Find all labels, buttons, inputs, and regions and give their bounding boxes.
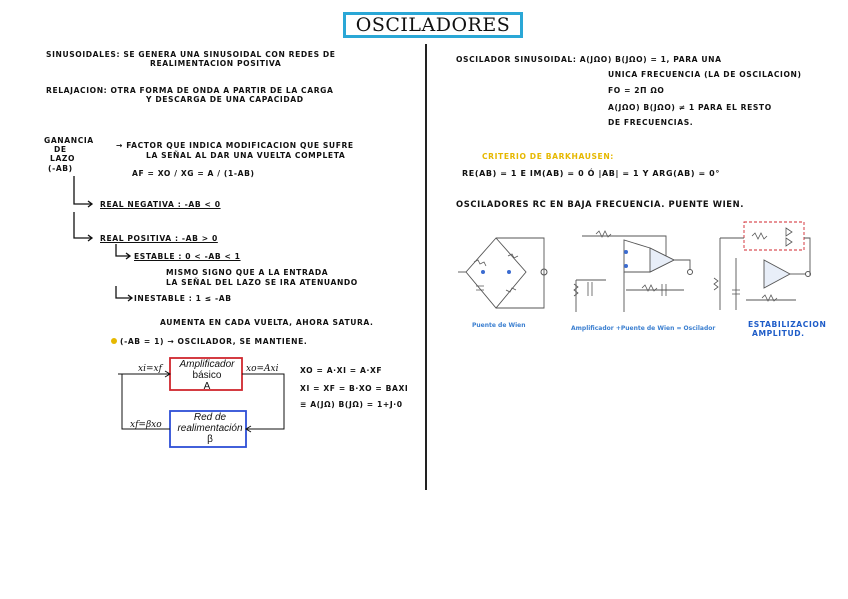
oscilador-line: (-AΒ = 1) → OSCILADOR, SE MANTIENE. bbox=[120, 337, 308, 346]
real-positiva: REAL POSITIVA : -AΒ > 0 bbox=[100, 234, 218, 243]
factor-line2: LA SEÑAL AL DAR UNA VUELTA COMPLETA bbox=[146, 151, 346, 160]
osc-rc-heading: OSCILADORES RC EN BAJA FRECUENCIA. PUENTE WIEN. bbox=[456, 199, 745, 209]
block-a-line3: A bbox=[203, 381, 211, 392]
caption-estabilizacion2: AMPLITUD. bbox=[752, 329, 805, 338]
block-a-line2: básico bbox=[192, 370, 222, 381]
inestable-note: AUMENTA EN CADA VUELTA, AHORA SATURA. bbox=[160, 318, 374, 327]
osc-sin-line4: A(JΩO) Β(JΩO) ≠ 1 PARA EL RESTO bbox=[608, 103, 772, 112]
column-divider bbox=[425, 44, 427, 490]
ganancia-label1: GANANCIA bbox=[44, 136, 94, 145]
ganancia-label4: (-AΒ) bbox=[48, 164, 73, 173]
estable-note1: MISMO SIGNO QUE A LA ENTRADA bbox=[166, 268, 329, 277]
eq-line3: ≡ A(JΩ) Β(JΩ) = 1+J·0 bbox=[300, 400, 403, 409]
estable: ESTABLE : 0 < -AΒ < 1 bbox=[134, 252, 241, 261]
sinusoidales-line2: REALIMENTACION POSITIVA bbox=[150, 59, 282, 68]
osc-sin-line5: DE FRECUENCIAS. bbox=[608, 118, 694, 127]
relajacion-line1: RELAJACION: OTRA FORMA DE ONDA A PARTIR DE LA CARGA bbox=[46, 86, 334, 95]
xf-label: xf=βxo bbox=[130, 420, 162, 430]
ganancia-label3: LAZO bbox=[50, 154, 76, 163]
relajacion-line2: Y DESCARGA DE UNA CAPACIDAD bbox=[146, 95, 304, 104]
block-b-label bbox=[170, 412, 250, 445]
xi-label: xi=xf bbox=[138, 364, 162, 374]
inestable: INESTABLE : 1 ≤ -AΒ bbox=[134, 294, 232, 303]
block-a-label bbox=[172, 359, 242, 392]
caption-amplifier: Amplificador +Puente de Wien = Oscilador bbox=[571, 325, 716, 332]
sinusoidales-line1: SINUSOIDALES: SE GENERA UNA SINUSOIDAL CON REDES DE bbox=[46, 50, 336, 59]
title-box bbox=[343, 12, 523, 38]
af-formula: AF = XO / XG = A / (1-AΒ) bbox=[132, 169, 255, 178]
block-b-line1: Red de bbox=[193, 412, 227, 423]
block-a-line1: Amplificador bbox=[179, 359, 235, 370]
page-title: OSCILADORES bbox=[355, 14, 511, 36]
estable-note2: LA SEÑAL DEL LAZO SE IRA ATENUANDO bbox=[166, 278, 358, 287]
stabilization-circuit bbox=[706, 218, 816, 318]
real-negativa: REAL NEGATIVA : -AΒ < 0 bbox=[100, 200, 221, 209]
bullet-star-icon bbox=[110, 337, 118, 345]
eq-line2: XI = XF = Β·XO = ΒAXI bbox=[300, 384, 409, 393]
amplifier-wien-circuit bbox=[566, 222, 706, 322]
block-b-line3: β bbox=[207, 434, 213, 445]
osc-sin-line2: UNICA FRECUENCIA (LA DE OSCILACION) bbox=[608, 70, 802, 79]
factor-line1: → FACTOR QUE INDICA MODIFICACION QUE SUFRE bbox=[116, 141, 354, 150]
ganancia-label2: DE bbox=[54, 145, 67, 154]
osc-sin-line1: OSCILADOR SINUSOIDAL: A(JΩO) Β(JΩO) = 1, PARA UNA bbox=[456, 55, 722, 64]
xo-label: xo=Axi bbox=[246, 364, 279, 374]
barkhausen-formula: RE(AΒ) = 1 E IM(AΒ) = 0 Ó |AΒ| = 1 Y ARG(AΒ) = 0° bbox=[462, 169, 720, 178]
criterio-heading: CRITERIO DE BARKHAUSEN: bbox=[482, 152, 614, 161]
eq-line1: XO = A·XI = A·XF bbox=[300, 366, 383, 375]
block-b-line2: realimentación bbox=[177, 423, 243, 434]
caption-estabilizacion1: ESTABILIZACION bbox=[748, 320, 827, 329]
caption-wien: Puente de Wien bbox=[472, 322, 526, 329]
tree-connector-2 bbox=[70, 212, 110, 252]
osc-sin-line3: FO = 2Π ΩO bbox=[608, 86, 665, 95]
wien-bridge-circuit bbox=[456, 230, 556, 320]
